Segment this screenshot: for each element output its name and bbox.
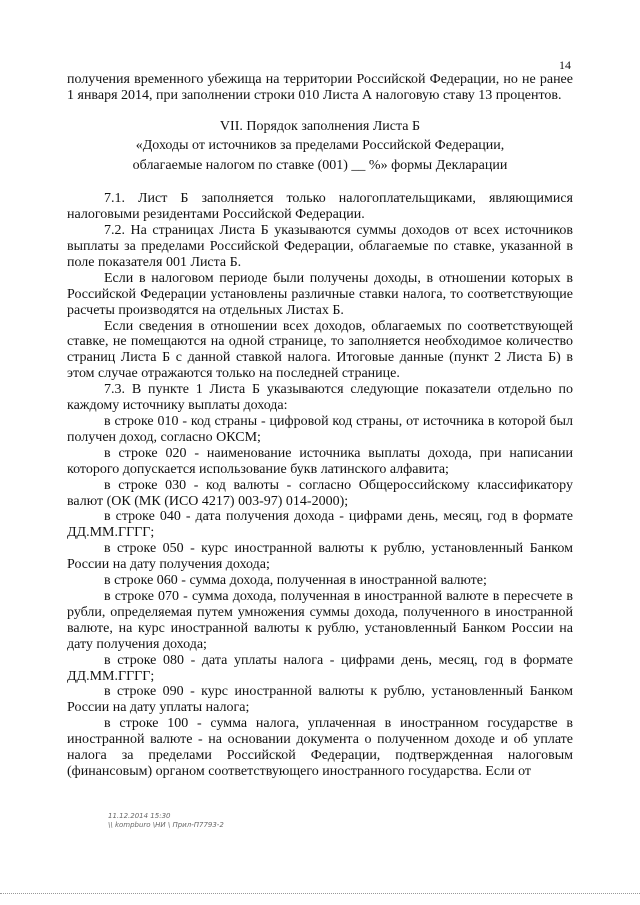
file-footer xyxy=(108,812,224,830)
paragraph: 7.1. Лист Б заполняется только налогоплательщиками, являющимися налоговыми резидентами Российской Федерации. xyxy=(67,191,573,223)
footer-timestamp: 11.12.2014 15:30 xyxy=(108,812,171,820)
paragraph: в строке 010 - код страны - цифровой код страны, от источника в которой был получен доход, согласно ОКСМ; xyxy=(67,414,573,445)
paragraph: в строке 090 - курс иностранной валюты к рублю, установленный Банком России на дату уплаты налога; xyxy=(67,684,573,716)
paragraph: 7.3. В пункте 1 Листа Б указываются следующие показатели отдельно по каждому источнику выплаты дохода: xyxy=(67,382,573,414)
paragraph: 7.2. На страницах Листа Б указываются суммы доходов от всех источников выплаты за пределами Российской Федерации, облагаемые по ставке, указанной в поле показателя 001 Листа Б. xyxy=(67,223,573,270)
document-body xyxy=(67,72,573,780)
paragraph: в строке 020 - наименование источника выплаты дохода, при написании которого допускается использование букв латинского алфавита; xyxy=(67,445,573,477)
paragraph: в строке 080 - дата уплаты налога - цифрами день, месяц, год в формате ДД.ММ.ГГГГ; xyxy=(67,652,573,684)
page-number: 14 xyxy=(559,58,571,72)
section-title-line: «Доходы от источников за пределами Российской Федерации, xyxy=(135,138,505,154)
section-title-line: облагаемые налогом по ставке (001) __ %» формы Декларации xyxy=(132,157,508,173)
paragraph: в строке 100 - сумма налога, уплаченная в иностранном государстве в иностранной валюте - на основании документа о полученном доходе и об уплате налога за пределами Российской Федерации, подтвержденная налоговым (финансовым) органом соответствующего иностранного государства. Если от xyxy=(67,716,573,779)
scan-artifact-line xyxy=(0,893,640,895)
section-heading xyxy=(67,117,573,176)
paragraph: в строке 060 - сумма дохода, полученная в иностранной валюте; xyxy=(104,573,487,589)
paragraph: в строке 030 - код валюты - согласно Общероссийскому классификатору валют (ОК (МК (ИСО 4217) 003-97) 014-2000); xyxy=(67,477,573,509)
footer-file-path: \\ kompburo \НИ \ Прил-П7793-2 xyxy=(108,821,224,829)
paragraph: в строке 040 - дата получения дохода - цифрами день, месяц, год в формате ДД.ММ.ГГГГ; xyxy=(67,509,573,541)
section-title-line: VII. Порядок заполнения Листа Б xyxy=(219,118,421,134)
paragraph: в строке 070 - сумма дохода, полученная в иностранной валюте в пересчете в рубли, определяемая путем умножения суммы дохода, полученного в иностранной валюте, на курс иностранной валюты к рублю, установленный Банком России на дату получения дохода; xyxy=(67,588,573,652)
paragraph: Если сведения в отношении всех доходов, облагаемых по соответствующей ставке, не помещаются на одной странице, то заполняется необходимое количество страниц Листа Б с данной ставкой налога. Итоговые данные (пункт 2 Листа Б) в этом случае отражаются только на последней странице. xyxy=(67,318,573,382)
paragraph: в строке 050 - курс иностранной валюты к рублю, установленный Банком России на дату получения дохода; xyxy=(67,541,573,573)
paragraph: Если в налоговом периоде были получены доходы, в отношении которых в Российской Федерации установлены различные ставки налога, то соответствующие расчеты производятся на отдельных Листах Б. xyxy=(67,270,573,318)
intro-paragraph: получения временного убежища на территории Российской Федерации, но не ранее 1 января 2014, при заполнении строки 010 Листа А налоговую ставу 13 процентов. xyxy=(67,72,573,103)
